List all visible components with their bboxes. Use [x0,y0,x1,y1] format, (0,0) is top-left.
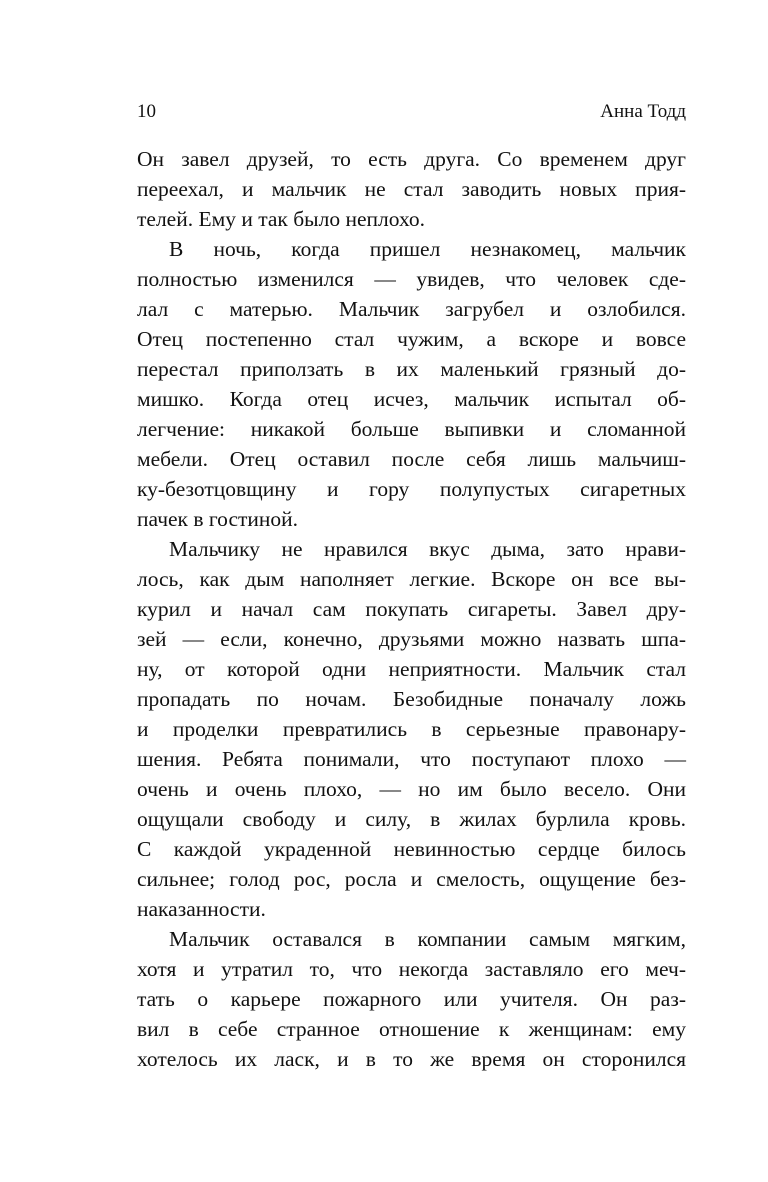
text-line: Мальчик оставался в компании самым мягким, [169,927,686,951]
text-line: ку-безотцовщину и гору полупустых сигаретных [137,477,686,501]
text-line: Мальчику не нравился вкус дыма, зато нрави- [169,537,686,561]
text-line: Отец постепенно стал чужим, а вскоре и вовсе [137,327,686,351]
text-line: и проделки превратились в серьезные правонару- [137,717,686,741]
text-line: переехал, и мальчик не стал заводить новых прия- [137,177,686,201]
text-line: ощущали свободу и силу, в жилах бурлила кровь. [137,807,686,831]
text-line: лось, как дым наполняет легкие. Вскоре он все вы- [137,567,686,591]
text-line: Он завел друзей, то есть друга. Со временем друг [137,147,686,171]
text-line: С каждой украденной невинностью сердце билось [137,837,686,861]
running-title: Анна Тодд [600,101,686,122]
text-line: мишко. Когда отец исчез, мальчик испытал об- [137,387,686,411]
text-line: очень и очень плохо, — но им было весело. Они [137,777,686,801]
text-line: хотя и утратил то, что некогда заставляло его меч- [137,957,686,981]
text-line: легчение: никакой больше выпивки и сломанной [137,417,686,441]
text-line: мебели. Отец оставил после себя лишь мальчиш- [137,447,686,471]
text-line: хотелось их ласк, и в то же время он сторонился [137,1047,686,1071]
text-line: телей. Ему и так было неплохо. [137,207,426,231]
text-line: шения. Ребята понимали, что поступают плохо — [137,747,686,771]
text-line: ну, от которой одни неприятности. Мальчик стал [137,657,686,681]
text-line: вил в себе странное отношение к женщинам: ему [137,1017,686,1041]
body-text [137,144,686,1074]
text-line: наказанности. [137,897,266,921]
text-line: В ночь, когда пришел незнакомец, мальчик [169,237,686,261]
page-number: 10 [137,101,156,122]
text-line: полностью изменился — увидев, что человек сде- [137,267,686,291]
text-line: перестал приползать в их маленький грязный до- [137,357,686,381]
text-line: лал с матерью. Мальчик загрубел и озлобился. [137,297,686,321]
text-line: курил и начал сам покупать сигареты. Завел дру- [137,597,686,621]
text-line: сильнее; голод рос, росла и смелость, ощущение без- [137,867,686,891]
text-line: тать о карьере пожарного или учителя. Он раз- [137,987,686,1011]
text-line: пропадать по ночам. Безобидные поначалу ложь [137,687,686,711]
text-line: пачек в гостиной. [137,507,299,531]
text-line: зей — если, конечно, друзьями можно назвать шпа- [137,627,686,651]
running-head [137,98,686,126]
